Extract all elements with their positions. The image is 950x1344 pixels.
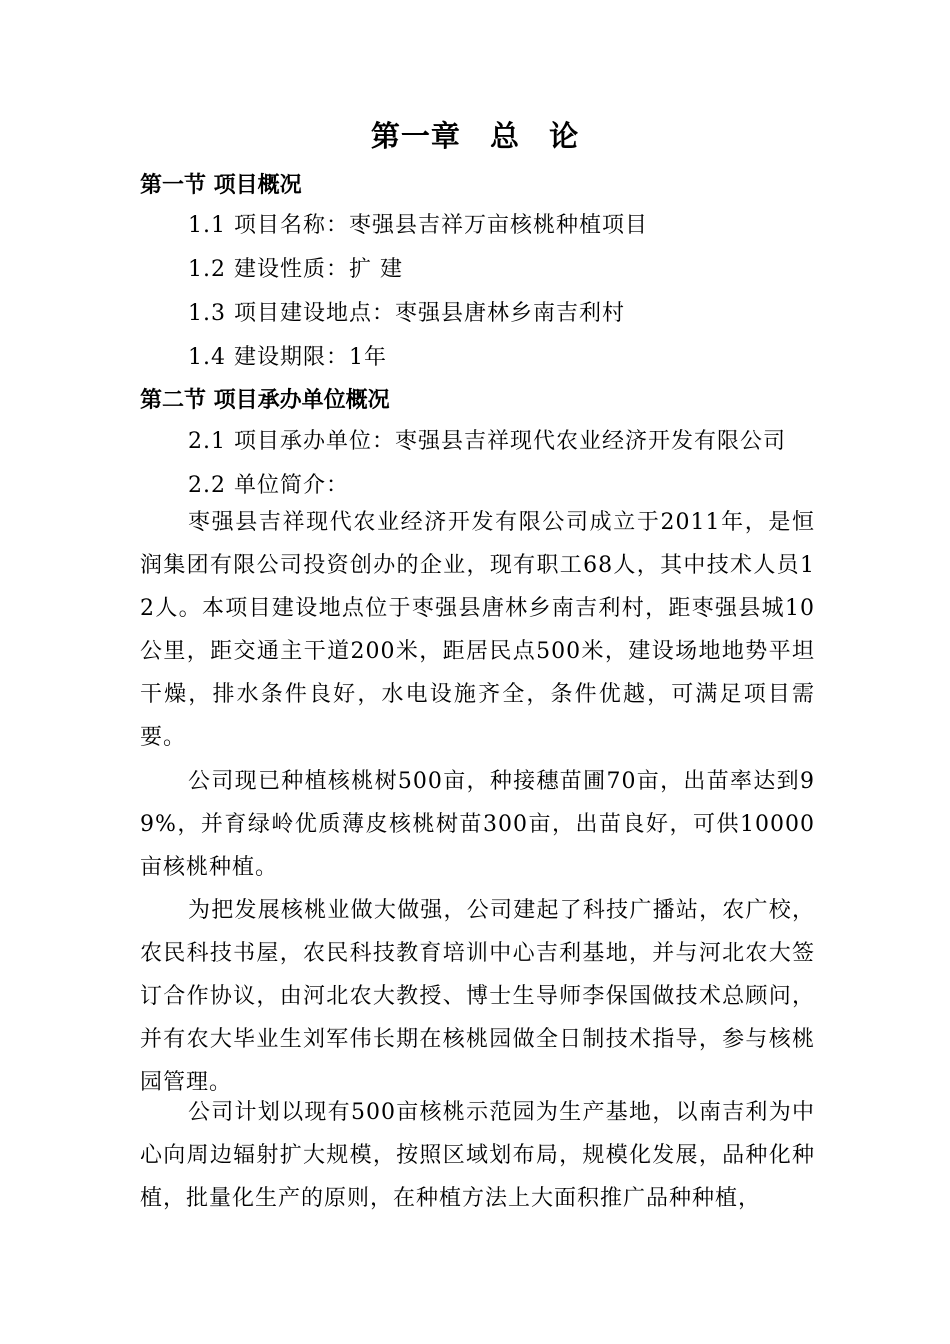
paragraph-company-profile: 枣强县吉祥现代农业经济开发有限公司成立于2011年，是恒润集团有限公司投资创办的企业，现有职工68人，其中技术人员12人。本项目建设地点位于枣强县唐林乡南吉利村，距枣强县城10公里，距交通主干道200米，距居民点500米，建设场地地势平坦干燥，排水条件良好，水电设施齐全，条件优越，可满足项目需要。 <box>140 510 815 750</box>
section-heading-undertaker: 第二节 项目承办单位概况 <box>140 387 390 413</box>
chapter-title: 第一章 总 论 <box>370 119 580 153</box>
item-construction-nature: 1.2 建设性质：扩 建 <box>188 257 403 282</box>
section-heading-overview: 第一节 项目概况 <box>140 172 302 198</box>
item-project-name: 1.1 项目名称：枣强县吉祥万亩核桃种植项目 <box>188 213 648 238</box>
item-construction-period: 1.4 建设期限：1年 <box>188 345 387 370</box>
item-construction-site: 1.3 项目建设地点：枣强县唐林乡南吉利村 <box>188 301 625 326</box>
item-undertaking-unit: 2.1 项目承办单位：枣强县吉祥现代农业经济开发有限公司 <box>188 429 786 454</box>
item-unit-intro: 2.2 单位简介： <box>188 473 349 498</box>
paragraph-company-plan: 公司计划以现有500亩核桃示范园为生产基地，以南吉利为中心向周边辐射扩大规模，按照区域划布局，规模化发展，品种化种植，批量化生产的原则，在种植方法上大面积推广品种种植， <box>140 1100 815 1211</box>
paragraph-tech-support: 为把发展核桃业做大做强，公司建起了科技广播站，农广校，农民科技书屋，农民科技教育培训中心吉利基地，并与河北农大签订合作协议，由河北农大教授、博士生导师李保国做技术总顾问，并有农大毕业生刘军伟长期在核桃园做全日制技术指导，参与核桃园管理。 <box>140 898 815 1095</box>
paragraph-planting-status: 公司现已种植核桃树500亩，种接穗苗圃70亩，出苗率达到99%，并育绿岭优质薄皮核桃树苗300亩，出苗良好，可供10000亩核桃种植。 <box>140 769 815 880</box>
